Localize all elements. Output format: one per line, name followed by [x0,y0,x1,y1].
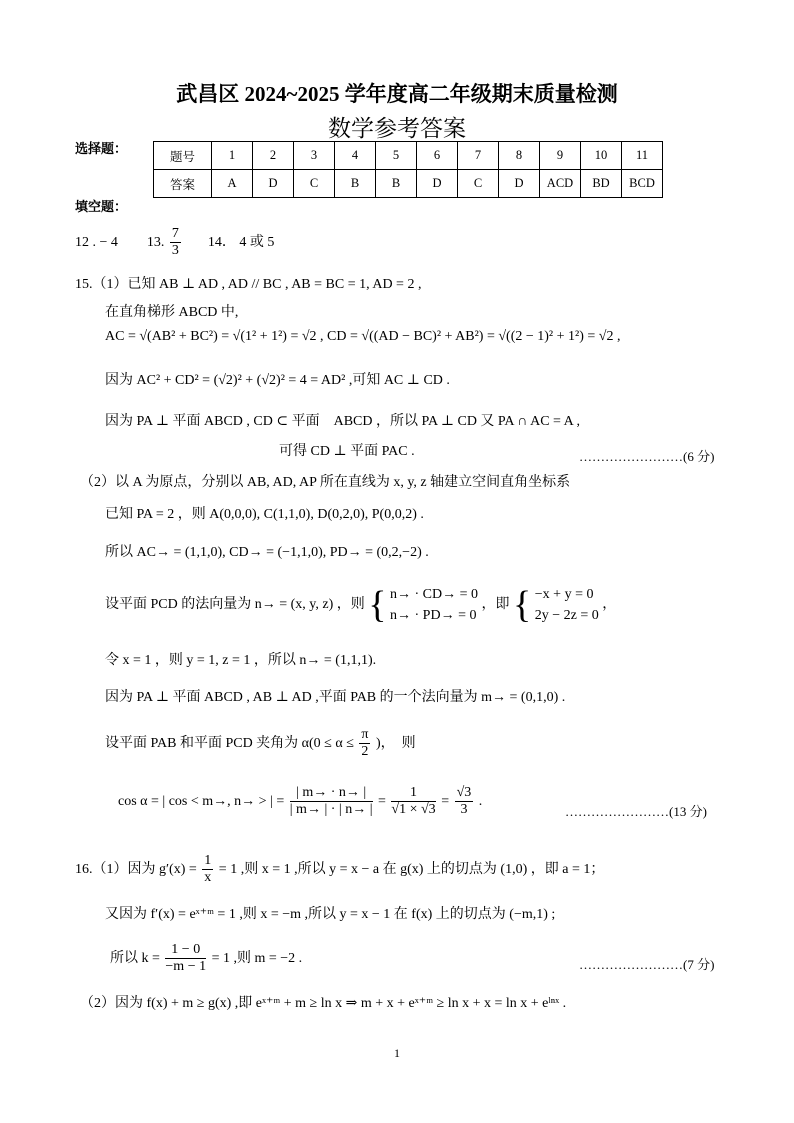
fraction-denominator: x [204,870,212,886]
answer-13-fraction [170,226,181,259]
equation-system-2 [535,584,599,626]
q15-score-1: ……………………(6 分) [579,449,715,464]
q15-line-9: 所以 AC→ = (1,1,0), CD→ = (−1,1,0), PD→ = (0,2,−2) . [105,545,429,560]
table-cell: B [376,170,417,198]
table-cell: BD [581,170,622,198]
fraction-numerator: | m→ · n→ | [290,785,373,802]
system-equation: n→ · PD→ = 0 [390,608,477,623]
answer-12: 12 . − 4 [75,234,118,250]
table-cell: 10 [581,142,622,170]
q15-line-2: 在直角梯形 ABCD 中, [105,305,239,320]
left-brace-icon: { [368,584,387,626]
table-cell: 7 [458,142,499,170]
q15-connector-text: ，即 [481,597,510,613]
left-brace-icon: { [513,584,532,626]
table-cell: 2 [253,142,294,170]
fraction-numerator: 1 [202,853,213,870]
q16-score-1: ……………………(7 分) [579,957,715,972]
fill-answers [75,226,274,259]
q15-line-end: ， [602,597,617,613]
answer-table-answer-row [154,170,663,198]
q15-line-7: （2）以 A 为原点，分别以 AB, AD, AP 所在直线为 x, y, z 轴建立空间直角坐标系 [80,475,571,490]
cos-fraction-3 [455,785,474,818]
system-equation: 2y − 2z = 0 [534,608,599,623]
fraction-numerator: 1 [391,785,435,802]
pi-over-two-fraction [359,727,370,760]
q15-line-13 [105,727,416,760]
equals-sign: = [441,793,450,809]
one-over-x-fraction [202,853,213,886]
table-cell: 6 [417,142,458,170]
table-cell: D [499,170,540,198]
equation-system-1 [390,584,478,626]
fraction-numerator: 1 − 0 [165,942,206,959]
cos-fraction-2 [391,785,435,818]
period: . [478,793,483,809]
table-cell: C [294,170,335,198]
table-cell: BCD [622,170,663,198]
table-cell: ACD [540,170,581,198]
fill-section-label: 填空题： [75,199,128,214]
q16-line-1 [75,853,604,886]
q16-slope-text: 所以 k = [110,950,160,966]
page-subtitle: 数学参考答案 [328,116,466,141]
q16-slope-result: = 1 ,则 m = −2 . [211,950,303,966]
q15-line-1: 15.（1）已知 AB ⊥ AD , AD // BC , AB = BC = 1, AD = 2 , [75,277,422,292]
cos-formula-text: cos α = | cos < m→, n→ > | = [118,793,285,809]
q15-line-4: 因为 AC² + CD² = (√2)² + (√2)² = 4 = AD² ,可知 AC ⊥ CD . [105,373,450,388]
table-cell: 8 [499,142,540,170]
q15-score-2: ……………………(13 分) [565,804,707,819]
table-cell: D [417,170,458,198]
table-cell: C [458,170,499,198]
q15-line-14 [118,785,482,818]
fraction-numerator: π [359,727,370,744]
answer-14: 14． 4 或 5 [207,234,275,250]
table-cell: D [253,170,294,198]
table-cell: 11 [622,142,663,170]
q15-line-8: 已知 PA = 2 ，则 A(0,0,0), C(1,1,0), D(0,2,0), P(0,0,2) . [105,507,424,522]
q15-line-3: AC = √(AB² + BC²) = √(1² + 1²) = √2 , CD = √((AD − BC)² + AB²) = √((2 − 1)² + 1²) = √2 , [105,329,621,344]
q16-tangent-text: = 1 ,则 x = 1 ,所以 y = x − a 在 g(x) 上的切点为 (1,0) ，即 a = 1； [218,861,605,877]
table-header-cell: 答案 [154,170,212,198]
slope-fraction [165,942,206,975]
table-header-cell: 题号 [154,142,212,170]
fraction-denominator: 3 [460,802,468,818]
q15-normal-vector-text: 设平面 PCD 的法向量为 n→ = (x, y, z) ，则 [105,597,365,613]
choice-section-label: 选择题： [75,141,128,156]
table-cell: 4 [335,142,376,170]
answer-table-number-row [154,142,663,170]
table-cell: 3 [294,142,335,170]
table-cell: A [212,170,253,198]
page-title: 武昌区 2024~2025 学年度高二年级期末质量检测 [176,82,618,106]
fraction-numerator: 7 [170,226,181,243]
fraction-denominator: 3 [171,243,179,259]
answer-table [153,141,663,198]
table-cell: 9 [540,142,581,170]
fraction-denominator: | m→ | · | n→ | [289,802,373,818]
table-cell: 5 [376,142,417,170]
cos-fraction-1 [290,785,373,818]
q15-line-5: 因为 PA ⊥ 平面 ABCD , CD ⊂ 平面 ABCD ，所以 PA ⊥ CD 又 PA ∩ AC = A , [105,414,581,429]
q15-line-12: 因为 PA ⊥ 平面 ABCD , AB ⊥ AD ,平面 PAB 的一个法向量为 m→ = (0,1,0) . [105,690,566,705]
system-equation: n→ · CD→ = 0 [390,587,479,602]
fraction-numerator: √3 [455,785,474,802]
q16-derivative-text: 16.（1）因为 g′(x) = [75,861,197,877]
q16-line-3 [110,942,302,975]
answer-13-label: 13. [146,234,165,250]
system-equation: −x + y = 0 [534,587,594,602]
q15-line-10 [105,584,616,626]
fraction-denominator: 2 [361,744,369,760]
page-number: 1 [394,1046,400,1060]
q15-line-11: 令 x = 1 ，则 y = 1, z = 1 ，所以 n→ = (1,1,1). [105,653,377,668]
equals-sign: = [378,793,386,809]
q16-line-2: 又因为 f′(x) = eˣ⁺ᵐ = 1 ,则 x = −m ,所以 y = x − 1 在 f(x) 上的切点为 (−m,1) ; [105,907,556,922]
fraction-denominator: √1 × √3 [391,802,436,818]
fraction-denominator: −m − 1 [165,959,207,975]
q15-angle-text-end: )， 则 [375,735,416,751]
table-cell: 1 [212,142,253,170]
q15-line-6: 可得 CD ⊥ 平面 PAC . [279,444,415,459]
q16-line-4: （2）因为 f(x) + m ≥ g(x) ,即 eˣ⁺ᵐ + m ≥ ln x ⇒ m + x + eˣ⁺ᵐ ≥ ln x + x = ln x + eˡⁿˣ . [80,996,567,1011]
q15-angle-text: 设平面 PAB 和平面 PCD 夹角为 α(0 ≤ α ≤ [105,735,354,751]
table-cell: B [335,170,376,198]
